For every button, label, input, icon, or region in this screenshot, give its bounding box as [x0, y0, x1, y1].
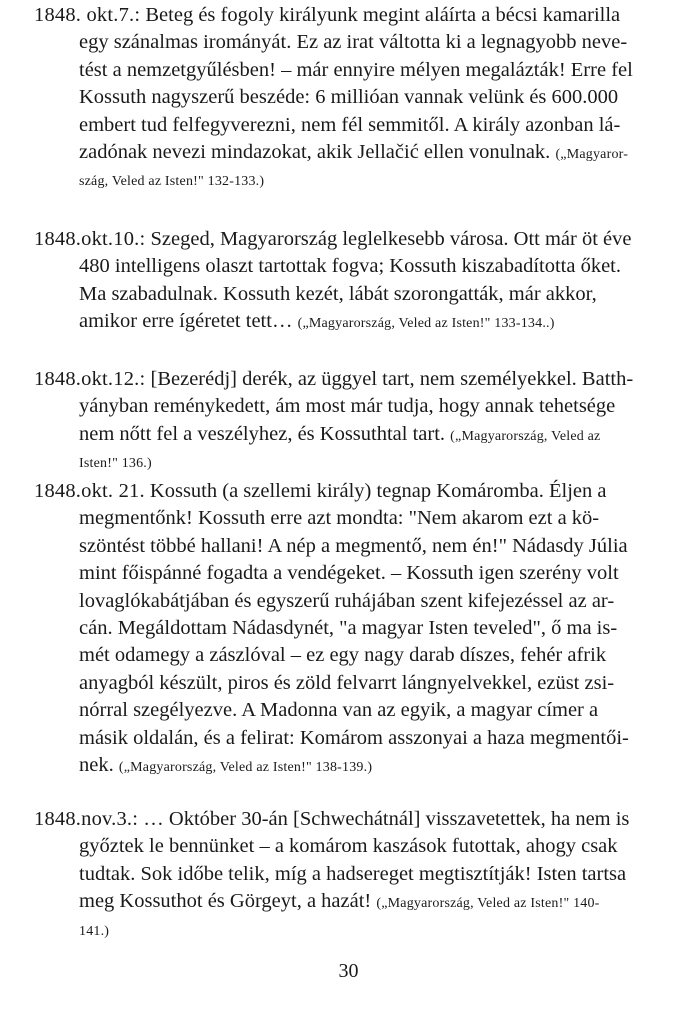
entry-line: embert tud felfegyverezni, nem fél semmitől. A király azonban lá- [79, 113, 621, 136]
entry-line: Kossuth nagyszerű beszéde: 6 millióan vannak velünk és 600.000 [79, 86, 619, 109]
entry-first-line [34, 226, 666, 253]
entry-line [34, 308, 666, 337]
entry-line: másik oldalán, és a felirat: Komárom asszonyai a haza megmentői- [79, 726, 629, 749]
entry-date: 1848.okt.10.: [34, 228, 146, 250]
entry-text: Szeged, Magyarország leglelkesebb városa. Ott már öt éve [150, 228, 632, 250]
entry-text: Beteg és fogoly királyunk megint aláírta a bécsi kamarilla [145, 4, 621, 26]
entry-date: 1848.nov.3.: [34, 808, 139, 830]
entry-line: tést a nemzetgyűlésben! – már ennyire mélyen megalázták! Erre fel [79, 58, 633, 81]
citation: 141.) [79, 923, 110, 939]
entry-line: yányban reménykedett, ám most már tudja, hogy annak tehetsége [79, 395, 616, 418]
entry-date: 1848.okt. 21. [34, 480, 145, 502]
page-number: 30 [338, 960, 359, 982]
entry-text: zadónak nevezi mindazokat, akik Jellačić ellen vonulnak. [79, 141, 551, 164]
entry-first-line [34, 478, 666, 505]
diary-entry [34, 226, 666, 338]
entry-line [34, 752, 666, 781]
entry-line: 480 intelligens olaszt tartottak fogva; Kossuth kiszabadította őket. [79, 255, 621, 278]
citation: („Magyaror- [555, 147, 629, 163]
entry-text: [Bezerédj] derék, az üggyel tart, nem személyekkel. Batth- [150, 368, 634, 390]
citation: („Magyarország, Veled az Isten!" 133-134..) [297, 316, 555, 332]
diary-entry [34, 366, 666, 478]
citation: („Magyarország, Veled az [450, 428, 601, 444]
entry-line: cán. Megáldottam Nádasdynét, "a magyar Isten teveled", ő ma is- [79, 617, 618, 640]
entry-line: anyagból készült, piros és zöld felvarrt lángnyelvekkel, ezüst zsi- [79, 671, 615, 694]
entry-line [34, 888, 666, 917]
entry-line [34, 421, 666, 450]
entry-text: amikor erre ígéretet tett… [79, 310, 293, 333]
entry-line: egy szánalmas irományát. Ez az irat váltotta ki a legnagyobb neve- [79, 31, 628, 54]
entry-date: 1848. okt.7.: [34, 4, 141, 26]
entry-line [34, 139, 666, 168]
entry-line: nórral szegélyezve. A Madonna van az egyik, a magyar címer a [79, 699, 599, 722]
entry-date: 1848.okt.12.: [34, 368, 146, 390]
entry-line: győztek le bennünket – a komárom kaszások futottak, ahogy csak [79, 835, 618, 858]
entry-line: megmentőnk! Kossuth erre azt mondta: "Nem akarom ezt a kö- [79, 507, 600, 530]
entry-line: lovaglókabátjában és egyszerű ruhájában szent kifejezéssel az ar- [79, 589, 615, 612]
citation: szág, Veled az Isten!" 132-133.) [79, 174, 265, 190]
entry-first-line [34, 2, 666, 29]
entry-first-line [34, 806, 666, 833]
entry-text: Kossuth (a szellemi király) tegnap Komáromba. Éljen a [149, 480, 607, 502]
entry-first-line [34, 366, 666, 393]
diary-entry [34, 2, 666, 196]
entry-text: … Október 30-án [Schwechátnál] visszavetettek, ha nem is [143, 808, 630, 830]
entry-line: tudtak. Sok időbe telik, míg a hadsereget megtisztítják! Isten tartsa [79, 862, 627, 885]
entry-line: mint főispánné fogadta a vendégeket. – Kossuth igen szerény volt [79, 562, 619, 585]
entry-line: Ma szabadulnak. Kossuth kezét, lábát szorongatták, már akkor, [79, 282, 597, 305]
diary-entry [34, 478, 666, 781]
entry-text: nem nőtt fel a veszélyhez, és Kossuthtal tart. [79, 422, 446, 445]
citation: („Magyarország, Veled az Isten!" 138-139.) [118, 760, 373, 776]
entry-text: meg Kossuthot és Görgeyt, a hazát! [79, 890, 372, 913]
entry-line: mét odamegy a zászlóval – ez egy nagy darab díszes, fehér afrik [79, 644, 607, 667]
citation: („Magyarország, Veled az Isten!" 140- [376, 896, 600, 912]
entry-text: nek. [79, 754, 114, 777]
diary-entry [34, 806, 666, 945]
entry-line: szöntést többé hallani! A nép a megmentő, nem én!" Nádasdy Júlia [79, 534, 628, 557]
citation: Isten!" 136.) [79, 456, 152, 472]
